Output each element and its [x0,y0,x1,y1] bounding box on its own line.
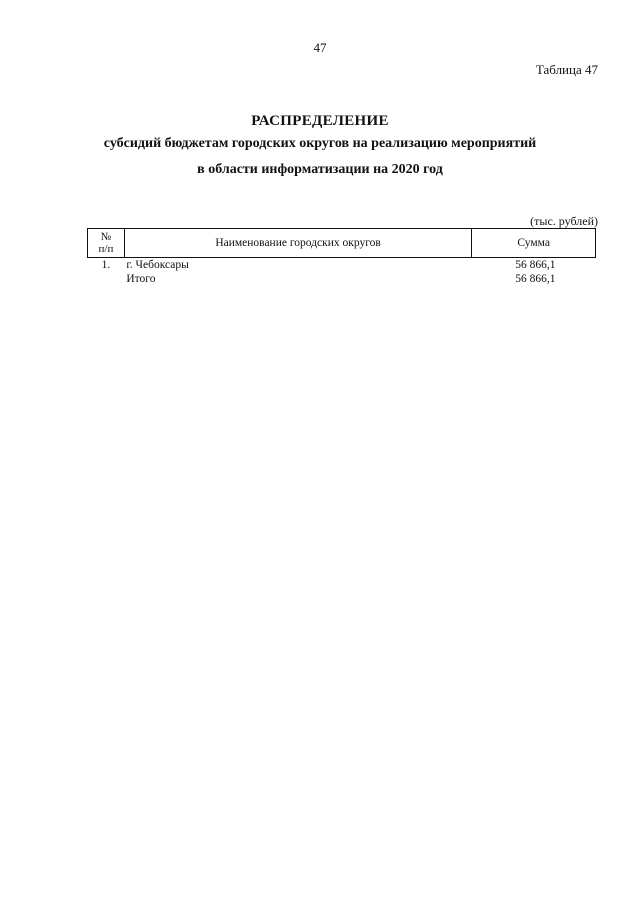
table-row [88,258,596,273]
table-header-row [88,229,596,258]
title-main: РАСПРЕДЕЛЕНИЕ [251,113,389,129]
row-sum: 56 866,1 [515,259,556,271]
title-line-2: в области информатизации на 2020 год [197,162,443,177]
header-district-name: Наименование городских округов [124,229,471,258]
document-title [0,112,640,182]
row-total-sum: 56 866,1 [515,273,556,285]
page-number: 47 [313,40,327,55]
header-number [88,229,125,258]
row-district-name: г. Чебоксары [126,259,189,271]
row-total-label: Итого [126,273,156,285]
units-note: (тыс. рублей) [530,214,598,228]
distribution-table [87,228,596,286]
row-number [88,272,125,286]
table-row-total [88,272,596,286]
header-sum: Сумма [472,229,596,258]
table-label: Таблица 47 [535,62,598,77]
header-number-abbr: п/п [98,243,114,255]
header-number-symbol: № [100,231,112,243]
title-line-1: субсидий бюджетам городских округов на реализацию мероприятий [103,136,537,151]
row-number: 1. [101,259,111,271]
